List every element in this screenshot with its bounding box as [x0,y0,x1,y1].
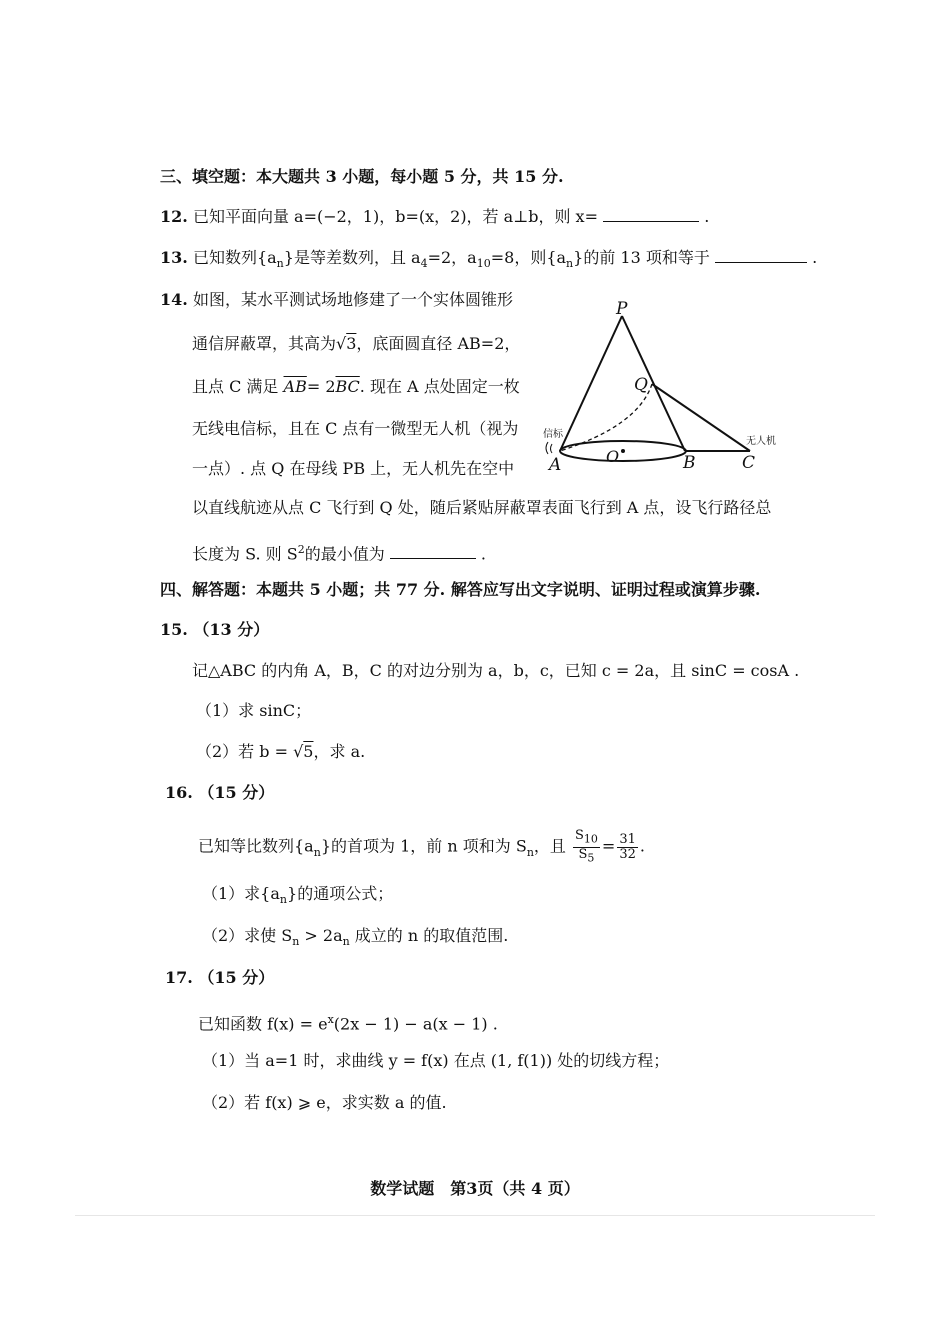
q16-header: 16. （15 分） [165,783,275,802]
q15-part2: （2）若 b = √5，求 a. [196,742,366,761]
q14-line2b: ，底面圆直径 AB=2， [356,334,521,353]
q16-stem-a: 已知等比数列{a [198,836,314,856]
q14-answer-blank [390,544,476,559]
q14-eq: = 2 [306,377,336,396]
q16-sub-n2: n [526,845,534,859]
cone-side-pa [560,316,622,451]
q13-text-b: =2，a [427,248,477,267]
q15-part2a: （2）若 b = [196,742,294,761]
q16-stem-end: . [639,836,645,856]
q14-line7 [192,539,486,565]
q14-line6: 以直线航迹从点 C 飞行到 Q 处，随后紧贴屏蔽罩表面飞行到 A 点，设飞行路径总 [192,498,772,517]
q16-part1b: 的通项公式； [297,884,394,903]
q14-line3 [192,376,520,398]
q16-frac2-den: 32 [619,846,636,862]
q13-text-d: 的前 13 项和等于 [583,248,710,267]
section3-heading: 三、填空题：本大题共 3 小题，每小题 5 分，共 15 分. [160,167,564,186]
q14-line3b: . 现在 A 点处固定一枚 [359,377,520,396]
label-a: A [549,455,562,475]
label-p: P [616,299,628,319]
q15-root5: 5 [303,742,314,761]
q16-stem-b: 的首项为 1，前 n 项和为 S [331,836,527,856]
q16-part1-sub-n: n [279,893,287,907]
bottom-divider [75,1215,875,1216]
q13-text-c: =8，则{a [490,248,567,267]
q16-frac-den-sub: 5 [587,851,595,865]
beacon-signal-icon-inner [551,444,553,453]
q14-line2: 通信屏蔽罩，其高为√3，底面圆直径 AB=2， [192,334,521,353]
q13-sub-10: 10 [476,257,491,271]
q16-frac-den: S [578,846,588,862]
q14-line3a: 且点 C 满足 [192,377,279,396]
label-o: O [606,447,620,466]
q16-part1a: （1）求{a [202,884,280,903]
q14-line7b: 的最小值为 [304,544,385,564]
q12-number: 12. [160,207,188,226]
q16-frac2-num: 31 [619,831,636,847]
q15-part1: （1）求 sinC； [196,701,312,720]
q13-text: 已知数列{a [192,248,277,267]
label-c: C [742,453,756,473]
q14-line1-text: 如图，某水平测试场地修建了一个实体圆锥形 [192,290,513,309]
page-footer: 数学试题 第3页（共 4 页） [370,1179,580,1198]
label-q: Q [634,375,648,395]
question-13: 13. 已知数列$\{a_n\}$是等差数列，且 $a_4=2$，$a_{10}=8$，则$\{a_n\}$的前 13 项和等于 . [160,248,818,271]
q14-line7a: 长度为 S. 则 S [192,544,298,564]
q17-part2: （2）若 f(x) ⩾ e，求实数 a 的值. [202,1093,447,1112]
q16-frac-num: S [575,828,584,843]
q16-fraction-value [617,833,638,862]
q17-stem-b: (2x − 1) − a(x − 1) . [333,1014,498,1034]
q14-line4: 无线电信标，且在 C 点有一微型无人机（视为 [192,419,519,438]
q14-vector-ab: $\overline{AB}$ [283,377,307,396]
q15-stem: 记△ABC 的内角 A，B，C 的对边分别为 a，b，c，已知 c = 2a，且 sinC = cosA . [192,661,800,680]
q17-part1: （1）当 a=1 时，求曲线 y = f(x) 在点 (1, f(1)) 处的切线方程； [202,1051,670,1070]
label-drone: 无人机 [746,436,776,447]
q17-stem [198,1009,498,1035]
q16-sub-n: n [313,845,321,859]
q16-part2b: > 2a [299,926,343,945]
q17-sup-x: x [327,1013,334,1026]
flight-line-qc [652,384,750,451]
q12-end: . [704,207,710,226]
q16-part2 [202,925,508,953]
section4-heading: 四、解答题：本题共 5 小题；共 77 分. 解答应写出文字说明、证明过程或演算步骤. [160,580,761,599]
q16-part2-sub-n2: n [342,935,350,949]
q16-part2c: 成立的 n 的取值范围. [349,926,509,945]
q14-sup2: 2 [297,543,305,556]
q15-header: 15. （13 分） [160,620,270,639]
q14-root3: 3 [346,334,357,353]
label-b: B [683,453,696,473]
q15-part2b: ，求 a. [313,742,366,761]
question-12 [160,206,709,228]
q17-stem-a: 已知函数 f(x) = e [198,1014,328,1034]
q13-sub-4: 4 [420,257,428,271]
q14-vector-bc: $\overline{BC}$ [335,377,360,396]
q16-stem-c: ，且 [533,836,566,856]
cone-side-pb [622,316,685,451]
q16-part1: （1）求$\{a_n\}$的通项公式； [202,884,394,907]
q13-answer-blank [715,248,807,263]
label-beacon: 信标 [543,429,563,440]
q16-part2a: （2）求使 S [202,926,293,945]
q16-stem: 已知等比数列$\{a_n\}$的首项为 1，前 n 项和为 $S_n$，且 $\frac{S_{10}}{S_5}$ = $\frac{31}{32}$ . [198,828,645,865]
q14-line5: 一点）. 点 Q 在母线 PB 上，无人机先在空中 [192,459,515,478]
q16-frac-num-sub: 10 [583,832,598,846]
q13-sub-n: n [276,257,284,271]
q13-number: 13. [160,248,188,267]
q16-frac-eq: = [601,836,616,856]
q13-text-a: 是等差数列，且 a [293,248,421,267]
q16-part2-sub-n: n [292,935,300,949]
cone-figure [538,296,788,486]
q13-end: . [812,248,818,267]
q14-line2a: 通信屏蔽罩，其高为 [192,334,337,353]
q12-text: 已知平面向量 a=(−2，1)，b=(x，2)，若 a⊥b，则 x= [192,207,598,226]
q14-number: 14. [160,290,188,309]
center-point-o [621,449,625,453]
beacon-signal-icon [546,442,548,454]
q13-sub-n2: n [566,257,574,271]
q17-header: 17. （15 分） [165,968,275,987]
q16-fraction-s [573,829,600,865]
q14-line1 [160,289,513,311]
q14-end: . [480,544,486,564]
q12-answer-blank [603,207,699,222]
